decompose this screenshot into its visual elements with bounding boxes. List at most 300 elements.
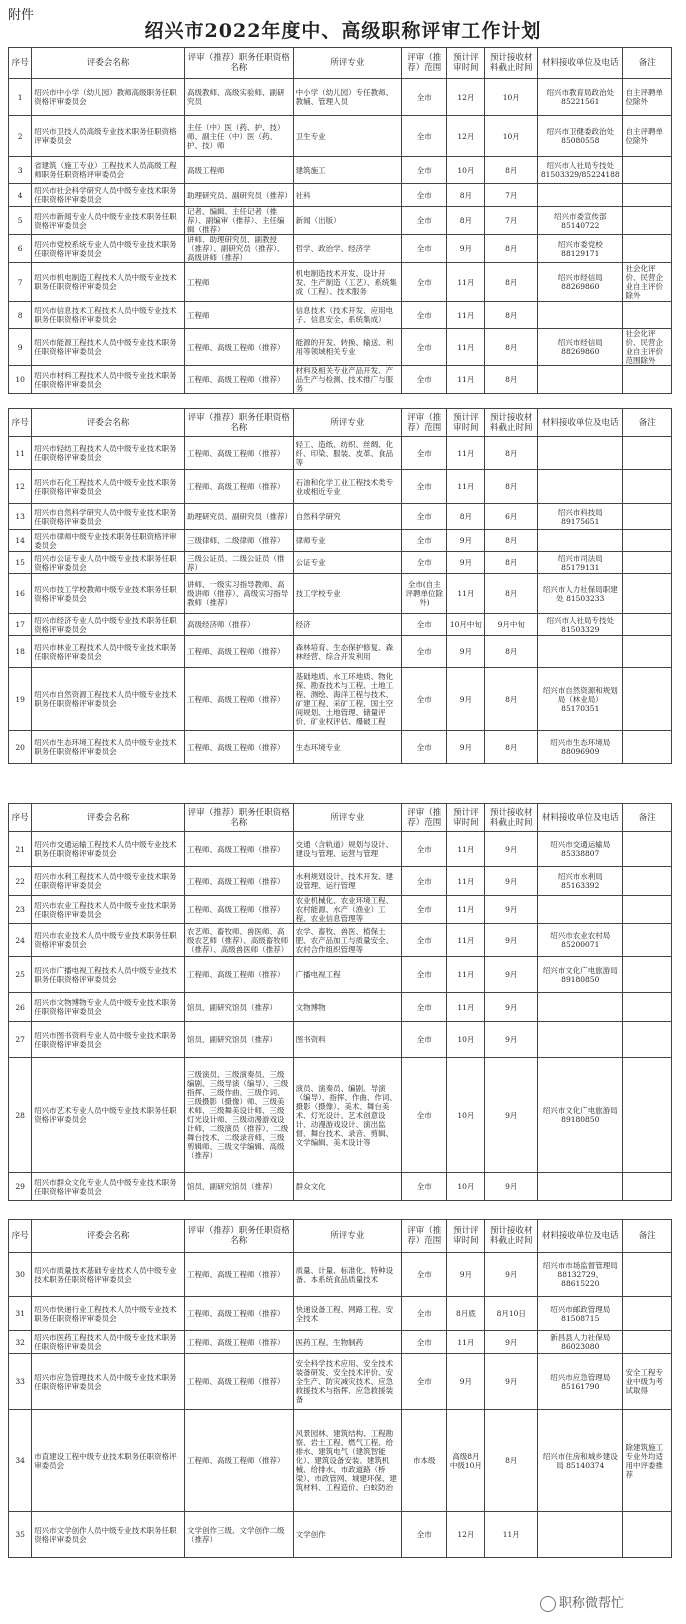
cell-name: 绍兴市中小学（幼儿园）教师高级职务任职资格评审委员会 xyxy=(32,79,185,116)
cell-note xyxy=(623,504,672,530)
column-header: 评委会名称 xyxy=(32,1220,185,1253)
cell-name: 绍兴市卫技人员高级专业技术职务任职资格评审委员会 xyxy=(32,116,185,157)
cell-scope: 全市 xyxy=(402,1022,447,1058)
cell-scope: 全市 xyxy=(402,552,447,574)
cell-major: 演员、演奏员、编剧、导演（编导）、指挥、作曲、作词、摄影（摄像）、美术、舞台美术、灯光设计、艺术创意设计、动漫游戏设计、演出监督、舞台技术、录音、剪辑、文学编辑、美术设计等 xyxy=(293,1058,402,1173)
column-header: 备注 xyxy=(623,409,672,437)
column-header: 评审（推荐）职务任职资格名称 xyxy=(185,804,294,832)
cell-time: 11月 xyxy=(447,302,485,329)
cell-unit: 绍兴市生态环境局 88096909 xyxy=(538,731,623,764)
cell-major: 农学、畜牧、兽医、植保土肥、农产品加工与质量安全、农村合作组织管理等 xyxy=(293,924,402,957)
cell-no: 29 xyxy=(9,1173,32,1201)
cell-name: 绍兴市石化工程技术人员中级专业技术职务任职资格评审委员会 xyxy=(32,470,185,504)
cell-note xyxy=(623,1173,672,1201)
cell-major: 图书资料 xyxy=(293,1022,402,1058)
table-row xyxy=(9,896,672,924)
table-header-row xyxy=(9,1220,672,1253)
column-header: 所评专业 xyxy=(293,1220,402,1253)
cell-note xyxy=(623,867,672,896)
cell-name: 绍兴市经济专业人员中级专业技术职务任职资格评审委员会 xyxy=(32,614,185,636)
table-row xyxy=(9,157,672,184)
cell-note xyxy=(623,207,672,235)
cell-time: 11月 xyxy=(447,832,485,867)
cell-title: 工程师、高级工程师（推荐） xyxy=(185,731,294,764)
cell-no: 22 xyxy=(9,867,32,896)
cell-deadline: 8月 xyxy=(485,731,538,764)
cell-note xyxy=(623,1331,672,1354)
cell-title: 工程师、高级工程师（推荐） xyxy=(185,896,294,924)
column-header: 预计接收材料截止时间 xyxy=(485,48,538,79)
cell-name: 市直建设工程中级专业技术职务任职资格评审委员会 xyxy=(32,1410,185,1512)
cell-unit: 绍兴市教育局政治处 85221561 xyxy=(538,79,623,116)
cell-major: 风景园林、建筑结构、工程勘察、岩土工程、燃气工程、给排水、建筑电气（建筑智能化）、建筑设备安装、建筑机械、给排水、市政道路（桥梁）、市政管网、城建环保、建筑材料、工程造价、白蚁防治 xyxy=(293,1410,402,1512)
cell-name: 绍兴市公证专业人员中级专业技术职务任职资格评审委员会 xyxy=(32,552,185,574)
cell-title: 馆员、副研究馆员（推荐） xyxy=(185,1173,294,1201)
cell-deadline: 9月 xyxy=(485,1253,538,1297)
cell-name: 绍兴市社会科学研究人员中级专业技术职务任职资格评审委员会 xyxy=(32,184,185,207)
cell-no: 17 xyxy=(9,614,32,636)
cell-time: 11月 xyxy=(447,263,485,302)
cell-scope: 全市 xyxy=(402,329,447,366)
cell-time: 8月 xyxy=(447,207,485,235)
cell-time: 8月底 xyxy=(447,1297,485,1331)
cell-name: 绍兴市新闻专业人员中级专业技术职务任职资格评审委员会 xyxy=(32,207,185,235)
cell-no: 24 xyxy=(9,924,32,957)
cell-unit xyxy=(538,1512,623,1558)
cell-unit xyxy=(538,366,623,394)
table-row xyxy=(9,1331,672,1354)
cell-name: 绍兴市快递行业工程技术人员中级专业技术职务任职资格评审委员会 xyxy=(32,1297,185,1331)
cell-deadline: 9月 xyxy=(485,1058,538,1173)
cell-title: 工程师、高级工程师（推荐） xyxy=(185,1410,294,1512)
cell-no: 30 xyxy=(9,1253,32,1297)
cell-time: 10月 xyxy=(447,1173,485,1201)
column-header: 预计评审时间 xyxy=(447,1220,485,1253)
cell-scope: 全市 xyxy=(402,366,447,394)
cell-major: 快递设备工程、网路工程、安全技术 xyxy=(293,1297,402,1331)
cell-scope: 全市 xyxy=(402,157,447,184)
table-row xyxy=(9,1297,672,1331)
column-header: 评审（推荐）职务任职资格名称 xyxy=(185,48,294,79)
cell-unit: 绍兴市人社局专技处 81503329 xyxy=(538,614,623,636)
table-row xyxy=(9,614,672,636)
cell-major: 新闻（出版） xyxy=(293,207,402,235)
cell-unit xyxy=(538,636,623,668)
cell-note xyxy=(623,366,672,394)
table-row xyxy=(9,437,672,470)
cell-time: 11月 xyxy=(447,896,485,924)
cell-major: 建筑施工 xyxy=(293,157,402,184)
cell-unit: 绍兴市人力社保局职建处 81503233 xyxy=(538,574,623,614)
column-header: 预计接收材料截止时间 xyxy=(485,409,538,437)
cell-deadline: 9月 xyxy=(485,1331,538,1354)
wechat-icon xyxy=(540,1596,556,1612)
cell-note xyxy=(623,157,672,184)
cell-title: 工程师、高级工程师（推荐） xyxy=(185,867,294,896)
column-header: 评审（推荐）职务任职资格名称 xyxy=(185,409,294,437)
cell-note xyxy=(623,957,672,993)
cell-name: 绍兴市农业技术人员中级专业技术职务任职资格评审委员会 xyxy=(32,924,185,957)
cell-scope: 全市 xyxy=(402,1354,447,1410)
cell-scope: 全市 xyxy=(402,867,447,896)
cell-title: 高级工程师 xyxy=(185,157,294,184)
cell-major: 水利规划设计、技术开发、建设管理、运行管理 xyxy=(293,867,402,896)
column-header: 所评专业 xyxy=(293,409,402,437)
cell-no: 20 xyxy=(9,731,32,764)
column-header: 预计评审时间 xyxy=(447,409,485,437)
cell-unit xyxy=(538,530,623,552)
cell-name: 绍兴市律师中级专业技术职务任职资格评审委员会 xyxy=(32,530,185,552)
cell-unit xyxy=(538,184,623,207)
cell-time: 11月 xyxy=(447,329,485,366)
cell-note xyxy=(623,1253,672,1297)
cell-scope: 全市 xyxy=(402,957,447,993)
cell-scope: 全市 xyxy=(402,614,447,636)
table-header-row xyxy=(9,48,672,79)
cell-note xyxy=(623,1022,672,1058)
cell-no: 19 xyxy=(9,668,32,731)
cell-scope: 全市 xyxy=(402,235,447,263)
cell-title: 工程师、高级工程师（推荐） xyxy=(185,1253,294,1297)
column-header: 备注 xyxy=(623,804,672,832)
table-header-row xyxy=(9,409,672,437)
cell-time: 10月中旬 xyxy=(447,614,485,636)
table-row xyxy=(9,79,672,116)
cell-time: 9月 xyxy=(447,552,485,574)
cell-unit xyxy=(538,437,623,470)
cell-deadline: 9月 xyxy=(485,1022,538,1058)
cell-major: 交通（含轨道）规划与设计、建设与管理、运营与管理 xyxy=(293,832,402,867)
cell-unit: 绍兴市自然资源和规划局（林业局）85170351 xyxy=(538,668,623,731)
cell-name: 绍兴市广播电视工程技术人员中级专业技术职务任职资格评审委员会 xyxy=(32,957,185,993)
cell-deadline: 9月 xyxy=(485,1173,538,1201)
cell-major: 经济 xyxy=(293,614,402,636)
cell-no: 16 xyxy=(9,574,32,614)
cell-major: 基础地质、水工环地质、物化探、勘查技术与工程、土地工程、测绘、海洋工程与技术、矿建工程、采矿工程、国土空间规划、土地管理、储量评价、矿业权评估、爆破工程 xyxy=(293,668,402,731)
cell-no: 32 xyxy=(9,1331,32,1354)
column-header: 评审（推荐）范围 xyxy=(402,409,447,437)
cell-scope: 全市 xyxy=(402,832,447,867)
cell-title: 工程师、高级工程师（推荐） xyxy=(185,437,294,470)
cell-deadline: 8月 xyxy=(485,437,538,470)
cell-deadline: 8月 xyxy=(485,552,538,574)
attachment-label: 附件 xyxy=(8,8,35,23)
cell-note xyxy=(623,993,672,1022)
cell-time: 9月 xyxy=(447,1354,485,1410)
cell-time: 11月 xyxy=(447,1331,485,1354)
cell-no: 11 xyxy=(9,437,32,470)
cell-deadline: 8月 xyxy=(485,574,538,614)
column-header: 序号 xyxy=(9,804,32,832)
cell-time: 11月 xyxy=(447,957,485,993)
column-header: 序号 xyxy=(9,409,32,437)
cell-title: 工程师、高级工程师（推荐） xyxy=(185,832,294,867)
column-header: 评审（推荐）范围 xyxy=(402,804,447,832)
cell-title: 工程师、高级工程师（推荐） xyxy=(185,1297,294,1331)
cell-name: 绍兴市党校系统专业人员中级专业技术职务任职资格评审委员会 xyxy=(32,235,185,263)
cell-major: 律师专业 xyxy=(293,530,402,552)
column-header: 备注 xyxy=(623,1220,672,1253)
table-row xyxy=(9,504,672,530)
cell-no: 12 xyxy=(9,470,32,504)
cell-time: 10月 xyxy=(447,1022,485,1058)
cell-scope: 全市 xyxy=(402,263,447,302)
cell-time: 9月 xyxy=(447,636,485,668)
cell-deadline: 8月10日 xyxy=(485,1297,538,1331)
cell-deadline: 8月 xyxy=(485,235,538,263)
cell-major: 卫生专业 xyxy=(293,116,402,157)
cell-deadline: 9月 xyxy=(485,832,538,867)
cell-note: 安全工程专业中级为考试取得 xyxy=(623,1354,672,1410)
cell-unit: 绍兴市委党校 88129171 xyxy=(538,235,623,263)
cell-scope: 全市 xyxy=(402,924,447,957)
table-row xyxy=(9,1410,672,1512)
table-row xyxy=(9,867,672,896)
cell-note xyxy=(623,235,672,263)
cell-no: 25 xyxy=(9,957,32,993)
cell-note: 自主评聘单位除外 xyxy=(623,79,672,116)
cell-name: 省建筑（施工专业）工程技术人员高级工程师职务任职资格评审委员会 xyxy=(32,157,185,184)
cell-deadline: 10月 xyxy=(485,79,538,116)
cell-major: 文学创作 xyxy=(293,1512,402,1558)
cell-time: 高级8月 中级10月 xyxy=(447,1410,485,1512)
cell-scope: 全市 xyxy=(402,1331,447,1354)
cell-deadline: 7月 xyxy=(485,184,538,207)
column-header: 评审（推荐）职务任职资格名称 xyxy=(185,1220,294,1253)
cell-time: 10月 xyxy=(447,157,485,184)
table-row xyxy=(9,957,672,993)
cell-title: 工程师、高级工程师（推荐） xyxy=(185,668,294,731)
cell-time: 9月 xyxy=(447,530,485,552)
cell-name: 绍兴市医药工程技术人员中级专业技术职务任职资格评审委员会 xyxy=(32,1331,185,1354)
cell-note xyxy=(623,437,672,470)
cell-time: 12月 xyxy=(447,116,485,157)
cell-scope: 全市 xyxy=(402,437,447,470)
table-row xyxy=(9,207,672,235)
cell-title: 高级教师、高级实验师、副研究员 xyxy=(185,79,294,116)
cell-name: 绍兴市艺术专业人员中级专业技术职务任职资格评审委员会 xyxy=(32,1058,185,1173)
cell-no: 28 xyxy=(9,1058,32,1173)
cell-major: 中小学（幼儿园）专任教师、教辅、管理人员 xyxy=(293,79,402,116)
cell-unit: 绍兴市农业农村局 85200071 xyxy=(538,924,623,957)
cell-note xyxy=(623,731,672,764)
schedule-table xyxy=(8,803,672,1201)
cell-time: 11月 xyxy=(447,993,485,1022)
watermark-text: 职称微帮忙 xyxy=(559,1596,625,1611)
table-row xyxy=(9,184,672,207)
cell-major: 轻工、造纸、纺织、丝绸、化纤、印染、服装、皮革、食品等 xyxy=(293,437,402,470)
cell-major: 森林培育、生态保护修复、森林经营、综合开发利用 xyxy=(293,636,402,668)
table-header-row xyxy=(9,804,672,832)
table-row xyxy=(9,574,672,614)
cell-title: 工程师 xyxy=(185,263,294,302)
cell-unit: 绍兴市交通运输局 85338807 xyxy=(538,832,623,867)
cell-deadline: 8月 xyxy=(485,263,538,302)
table-row xyxy=(9,366,672,394)
cell-major: 文物博物 xyxy=(293,993,402,1022)
cell-major: 安全科学技术应用、安全技术装备研发、安全技术评价、安全生产、防灾减灾技术、应急救援技术与指挥、应急救援装备 xyxy=(293,1354,402,1410)
cell-title: 文学创作三级、文学创作二级（推荐） xyxy=(185,1512,294,1558)
cell-no: 4 xyxy=(9,184,32,207)
cell-time: 9月 xyxy=(447,731,485,764)
cell-title: 工程师、高级工程师（推荐） xyxy=(185,1331,294,1354)
cell-unit: 绍兴市人社局专技处 81503329/85224188 xyxy=(538,157,623,184)
cell-time: 8月 xyxy=(447,184,485,207)
cell-name: 绍兴市文学创作人员中级专业技术职务任职资格评审委员会 xyxy=(32,1512,185,1558)
cell-title: 馆员、副研究馆员（推荐） xyxy=(185,993,294,1022)
cell-scope: 全市 xyxy=(402,1253,447,1297)
cell-time: 9月 xyxy=(447,235,485,263)
cell-unit xyxy=(538,896,623,924)
cell-name: 绍兴市质量技术基础专业技术人员中级专业技术职务任职资格评审委员会 xyxy=(32,1253,185,1297)
cell-time: 11月 xyxy=(447,437,485,470)
cell-major: 质量、计量、标准化、特种设备、本系统食品质量技术 xyxy=(293,1253,402,1297)
column-header: 评委会名称 xyxy=(32,804,185,832)
cell-title: 高级经济师（推荐） xyxy=(185,614,294,636)
cell-note: 社会化评价、民营企业自主评价除外 xyxy=(623,263,672,302)
cell-title: 记者、编辑、主任记者（推荐）、副编审（推荐）、主任编辑（推荐） xyxy=(185,207,294,235)
cell-unit: 绍兴市科技局 89175651 xyxy=(538,504,623,530)
cell-title: 讲师、一级实习指导教师、高级讲师（推荐）、高级实习指导教师（推荐） xyxy=(185,574,294,614)
cell-name: 绍兴市生态环境工程技术人员中级专业技术职务任职资格评审委员会 xyxy=(32,731,185,764)
column-header: 序号 xyxy=(9,1220,32,1253)
cell-note xyxy=(623,896,672,924)
cell-major: 材料及相关专业产品开发、产品生产与检测、技术推广与服务 xyxy=(293,366,402,394)
cell-title: 三级公证员、二级公证员（推荐） xyxy=(185,552,294,574)
table-row xyxy=(9,302,672,329)
cell-unit: 绍兴市文化广电旅游局 89180850 xyxy=(538,957,623,993)
cell-deadline: 8月 xyxy=(485,530,538,552)
cell-deadline: 8月 xyxy=(485,329,538,366)
cell-title: 馆员、副研究馆员（推荐） xyxy=(185,1022,294,1058)
cell-scope: 全市 xyxy=(402,636,447,668)
table-row xyxy=(9,530,672,552)
cell-name: 绍兴市轻纺工程技术人员中级专业技术职务任职资格评审委员会 xyxy=(32,437,185,470)
column-header: 预计评审时间 xyxy=(447,48,485,79)
cell-major: 石油和化学工业工程技术类专业或相近专业 xyxy=(293,470,402,504)
cell-time: 11月 xyxy=(447,867,485,896)
cell-major: 能源的开发、转换、输送、利用等领域相关专业 xyxy=(293,329,402,366)
cell-name: 绍兴市能源工程技术人员中级专业技术职务任职资格评审委员会 xyxy=(32,329,185,366)
table-row xyxy=(9,1253,672,1297)
cell-deadline: 11月 xyxy=(485,1512,538,1558)
cell-unit: 绍兴市委宣传部 85140722 xyxy=(538,207,623,235)
cell-unit: 绍兴市经信局 88269860 xyxy=(538,263,623,302)
cell-no: 9 xyxy=(9,329,32,366)
cell-no: 8 xyxy=(9,302,32,329)
cell-no: 34 xyxy=(9,1410,32,1512)
cell-no: 7 xyxy=(9,263,32,302)
cell-title: 工程师、高级工程师（推荐） xyxy=(185,636,294,668)
cell-deadline: 9月 xyxy=(485,957,538,993)
cell-title: 讲师、助理研究员、副教授（推荐）、副研究员（推荐）、高级讲师（推荐） xyxy=(185,235,294,263)
cell-note: 社会化评价、民营企业自主评价范围除外 xyxy=(623,329,672,366)
cell-major: 公证专业 xyxy=(293,552,402,574)
cell-note: 除建筑施工专业外均适用中评委推荐 xyxy=(623,1410,672,1512)
cell-time: 10月 xyxy=(447,1058,485,1173)
cell-title: 助理研究员、副研究员（推荐） xyxy=(185,504,294,530)
column-header: 预计接收材料截止时间 xyxy=(485,1220,538,1253)
cell-name: 绍兴市群众文化专业人员中级专业技术职务任职资格评审委员会 xyxy=(32,1173,185,1201)
table-row xyxy=(9,636,672,668)
cell-deadline: 8月 xyxy=(485,668,538,731)
cell-deadline: 8月 xyxy=(485,1410,538,1512)
cell-scope: 市本级 xyxy=(402,1410,447,1512)
cell-title: 工程师、高级工程师（推荐） xyxy=(185,366,294,394)
cell-name: 绍兴市技工学校教师中级专业技术职务任职资格评审委员会 xyxy=(32,574,185,614)
cell-deadline: 9月中旬 xyxy=(485,614,538,636)
cell-deadline: 9月 xyxy=(485,867,538,896)
cell-scope: 全市 xyxy=(402,79,447,116)
cell-scope: 全市 xyxy=(402,470,447,504)
cell-major: 广播电视工程 xyxy=(293,957,402,993)
column-header: 预计接收材料截止时间 xyxy=(485,804,538,832)
cell-time: 9月 xyxy=(447,668,485,731)
cell-no: 5 xyxy=(9,207,32,235)
cell-major: 生态环境专业 xyxy=(293,731,402,764)
cell-major: 哲学、政治学、经济学 xyxy=(293,235,402,263)
cell-note xyxy=(623,552,672,574)
cell-scope: 全市 xyxy=(402,896,447,924)
cell-name: 绍兴市机电制造工程技术人员中级专业技术职务任职资格评审委员会 xyxy=(32,263,185,302)
cell-note xyxy=(623,1297,672,1331)
cell-name: 绍兴市文物博物专业人员中级专业技术职务任职资格评审委员会 xyxy=(32,993,185,1022)
cell-title: 主任（中）医（药、护、技）师、副主任（中）医（药、护、技）师 xyxy=(185,116,294,157)
table-row xyxy=(9,924,672,957)
cell-name: 绍兴市图书资料专业人员中级专业技术职务任职资格评审委员会 xyxy=(32,1022,185,1058)
cell-unit xyxy=(538,302,623,329)
column-header: 材料接收单位及电话 xyxy=(538,1220,623,1253)
cell-name: 绍兴市材料工程技术人员中级专业技术职务任职资格评审委员会 xyxy=(32,366,185,394)
column-header: 预计评审时间 xyxy=(447,804,485,832)
cell-no: 15 xyxy=(9,552,32,574)
table-row xyxy=(9,1058,672,1173)
cell-time: 12月 xyxy=(447,1512,485,1558)
cell-note xyxy=(623,636,672,668)
cell-unit: 新昌县人力社保局 86023080 xyxy=(538,1331,623,1354)
column-header: 所评专业 xyxy=(293,804,402,832)
cell-scope: 全市 xyxy=(402,1173,447,1201)
table-row xyxy=(9,993,672,1022)
cell-unit: 绍兴市邮政管理局 81508715 xyxy=(538,1297,623,1331)
cell-unit xyxy=(538,993,623,1022)
cell-major: 机电制造技术开发、设计开发、生产制造（工艺）、系统集成（工程）、技术服务 xyxy=(293,263,402,302)
cell-scope: 全市 xyxy=(402,302,447,329)
table-row xyxy=(9,329,672,366)
schedule-table xyxy=(8,408,672,764)
cell-time: 11月 xyxy=(447,470,485,504)
column-header: 评委会名称 xyxy=(32,48,185,79)
cell-no: 2 xyxy=(9,116,32,157)
cell-no: 26 xyxy=(9,993,32,1022)
table-row xyxy=(9,1173,672,1201)
table-row xyxy=(9,832,672,867)
cell-deadline: 8月 xyxy=(485,157,538,184)
cell-scope: 全市 xyxy=(402,993,447,1022)
cell-note xyxy=(623,184,672,207)
cell-major: 自然科学研究 xyxy=(293,504,402,530)
cell-note xyxy=(623,302,672,329)
cell-scope: 全市 xyxy=(402,668,447,731)
table-row xyxy=(9,116,672,157)
cell-unit xyxy=(538,1022,623,1058)
cell-major: 技工学校专业 xyxy=(293,574,402,614)
cell-major: 医药工程、生物制药 xyxy=(293,1331,402,1354)
column-header: 评委会名称 xyxy=(32,409,185,437)
page-title: 绍兴市2022年度中、高级职称评审工作计划 xyxy=(144,20,542,42)
cell-scope: 全市 xyxy=(402,116,447,157)
cell-major: 社科 xyxy=(293,184,402,207)
